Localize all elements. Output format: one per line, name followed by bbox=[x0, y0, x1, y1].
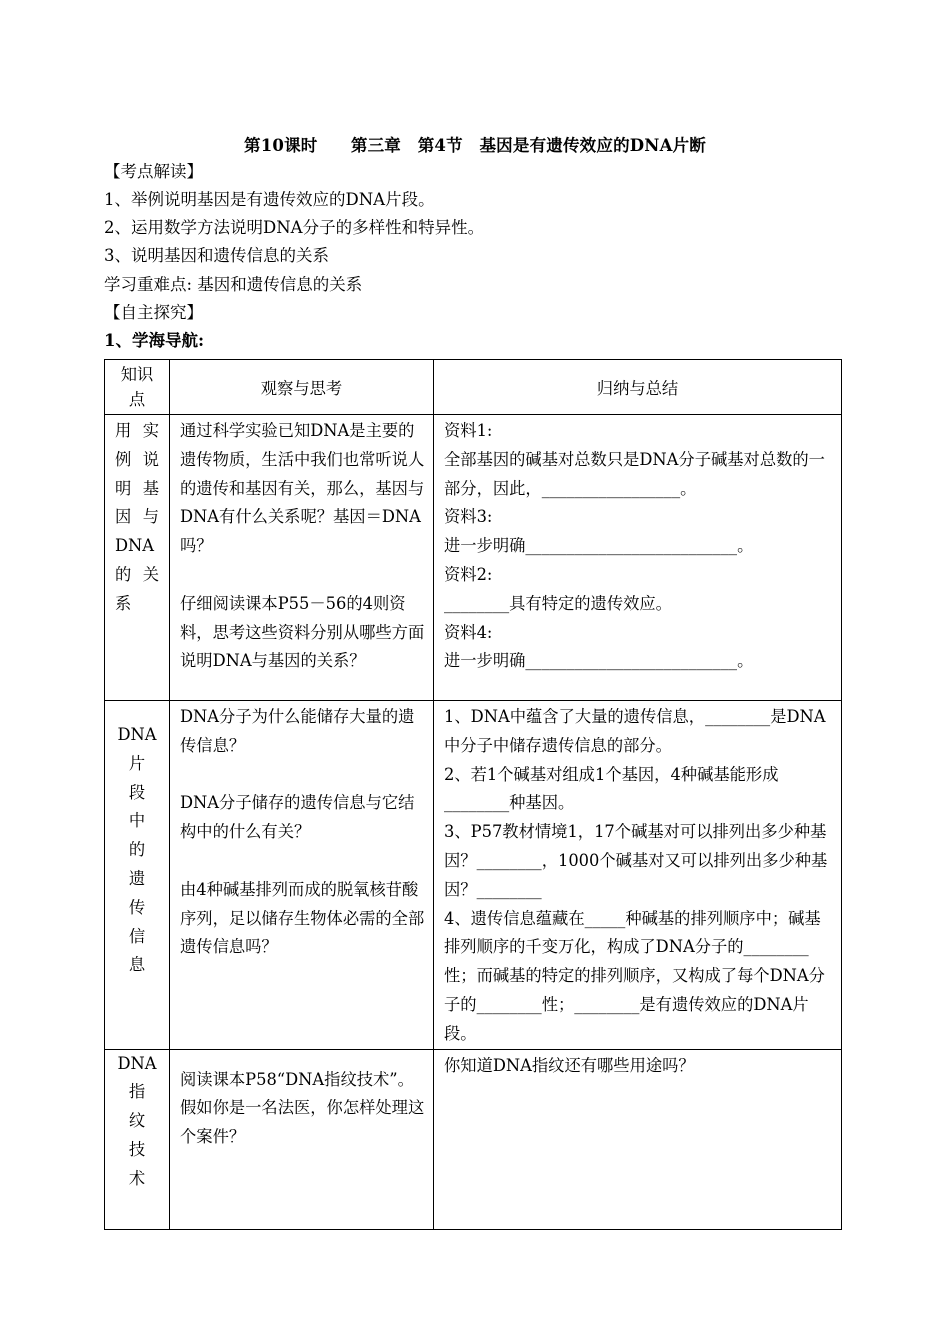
topic-line: 的关 bbox=[115, 564, 159, 584]
summary-cell bbox=[434, 415, 842, 701]
header-observe-think: 观察与思考 bbox=[170, 360, 434, 415]
topic-line: DNA bbox=[115, 536, 155, 556]
observe-text: DNA分子为什么能储存大量的遗传信息？ bbox=[180, 707, 415, 755]
topic-line: 用实 bbox=[115, 421, 159, 440]
topic-line: 系 bbox=[115, 593, 132, 613]
observe-cell bbox=[170, 701, 434, 1050]
topic-line: 中 bbox=[128, 811, 146, 831]
summary-text: 资料4: bbox=[444, 622, 493, 642]
topic-line: 技 bbox=[128, 1139, 146, 1159]
page-title: 第10课时 第三章 第4节 基因是有遗传效应的DNA片断 bbox=[244, 136, 706, 155]
summary-text: 进一步明确__________________________。 bbox=[444, 536, 754, 556]
summary-text: 你知道DNA指纹还有哪些用途吗？ bbox=[444, 1055, 695, 1075]
topic-line: DNA bbox=[117, 725, 157, 744]
observe-text: 阅读课本P58“DNA指纹技术”。 bbox=[180, 1069, 414, 1089]
topic-cell bbox=[105, 415, 170, 701]
table-row bbox=[105, 1049, 842, 1229]
summary-text: 全部基因的碱基对总数只是DNA分子碱基对总数的一部分，因此，_________________。 bbox=[444, 449, 825, 498]
key-difficulty: 学习重难点: 基因和遗传信息的关系 bbox=[104, 275, 363, 294]
observe-text: 仔细阅读课本P55－56的4则资料，思考这些资料分别从哪些方面说明DNA与基因的关系？ bbox=[180, 593, 425, 671]
topic-line: 明基 bbox=[115, 478, 159, 498]
summary-text: ________具有特定的遗传效应。 bbox=[444, 593, 672, 613]
observe-text: 由4种碱基排列而成的脱氧核苷酸序列，足以储存生物体必需的全部遗传信息吗？ bbox=[180, 879, 425, 957]
topic-line: 传 bbox=[128, 897, 146, 917]
summary-text: 资料1: bbox=[444, 421, 493, 440]
topic-line: 信 bbox=[128, 926, 146, 946]
point-3: 3、说明基因和遗传信息的关系 bbox=[104, 246, 329, 265]
topic-line: 术 bbox=[128, 1168, 146, 1188]
summary-text: 2、若1个碱基对组成1个基因，4种碱基能形成________种基因。 bbox=[444, 764, 779, 813]
topic-line: 的 bbox=[128, 840, 146, 860]
point-2: 2、运用数学方法说明DNA分子的多样性和特异性。 bbox=[104, 218, 485, 237]
observe-text: DNA分子储存的遗传信息与它结构中的什么有关？ bbox=[180, 793, 415, 842]
table-row bbox=[105, 701, 842, 1050]
subsection-heading-guide: 1、学海导航: bbox=[104, 331, 205, 350]
topic-line: 纹 bbox=[128, 1111, 146, 1131]
observe-cell bbox=[170, 1049, 434, 1229]
topic-line: 息 bbox=[128, 955, 146, 975]
header-line: 知识 bbox=[120, 365, 154, 384]
topic-line: 段 bbox=[128, 782, 146, 802]
study-guide-table bbox=[104, 359, 842, 1230]
topic-cell bbox=[105, 1049, 170, 1229]
observe-text: 假如你是一名法医，你怎样处理这个案件？ bbox=[180, 1098, 425, 1147]
summary-text: 3、P57教材情境1，17个碱基对可以排列出多少种基因？________，1000个碱基对又可以排列出多少种基因？________ bbox=[444, 822, 828, 899]
topic-cell bbox=[105, 701, 170, 1050]
topic-line: 指 bbox=[128, 1082, 146, 1102]
topic-line: DNA bbox=[117, 1053, 157, 1073]
observe-cell bbox=[170, 415, 434, 701]
topic-line: 片 bbox=[128, 753, 146, 773]
table-header-row bbox=[105, 360, 842, 415]
header-summary: 归纳与总结 bbox=[434, 360, 842, 415]
summary-text: 4、遗传信息蕴藏在_____种碱基的排列顺序中；碱基排列顺序的千变万化，构成了DNA分子的________性；而碱基的特定的排列顺序，又构成了每个DNA分子的________性；________是有遗传效应的DNA片段。 bbox=[444, 908, 825, 1043]
section-heading-key-points: 【考点解读】 bbox=[104, 162, 203, 181]
header-knowledge-point bbox=[105, 360, 170, 415]
topic-line: 例说 bbox=[115, 449, 159, 469]
topic-line: 因与 bbox=[115, 507, 159, 527]
header-line: 点 bbox=[128, 390, 146, 409]
summary-cell bbox=[434, 1049, 842, 1229]
table-row bbox=[105, 415, 842, 701]
summary-text: 资料3: bbox=[444, 507, 493, 527]
summary-text: 进一步明确__________________________。 bbox=[444, 651, 754, 671]
summary-text: 资料2: bbox=[444, 564, 493, 584]
section-heading-self-study: 【自主探究】 bbox=[104, 303, 203, 322]
summary-text: 1、DNA中蕴含了大量的遗传信息，________是DNA中分子中储存遗传信息的部分。 bbox=[444, 707, 826, 755]
point-1: 1、举例说明基因是有遗传效应的DNA片段。 bbox=[104, 190, 435, 209]
summary-cell bbox=[434, 701, 842, 1050]
topic-line: 遗 bbox=[128, 868, 146, 888]
observe-text: 通过科学实验已知DNA是主要的遗传物质，生活中我们也常听说人的遗传和基因有关，那么，基因与DNA有什么关系呢？基因＝DNA吗？ bbox=[180, 421, 425, 556]
